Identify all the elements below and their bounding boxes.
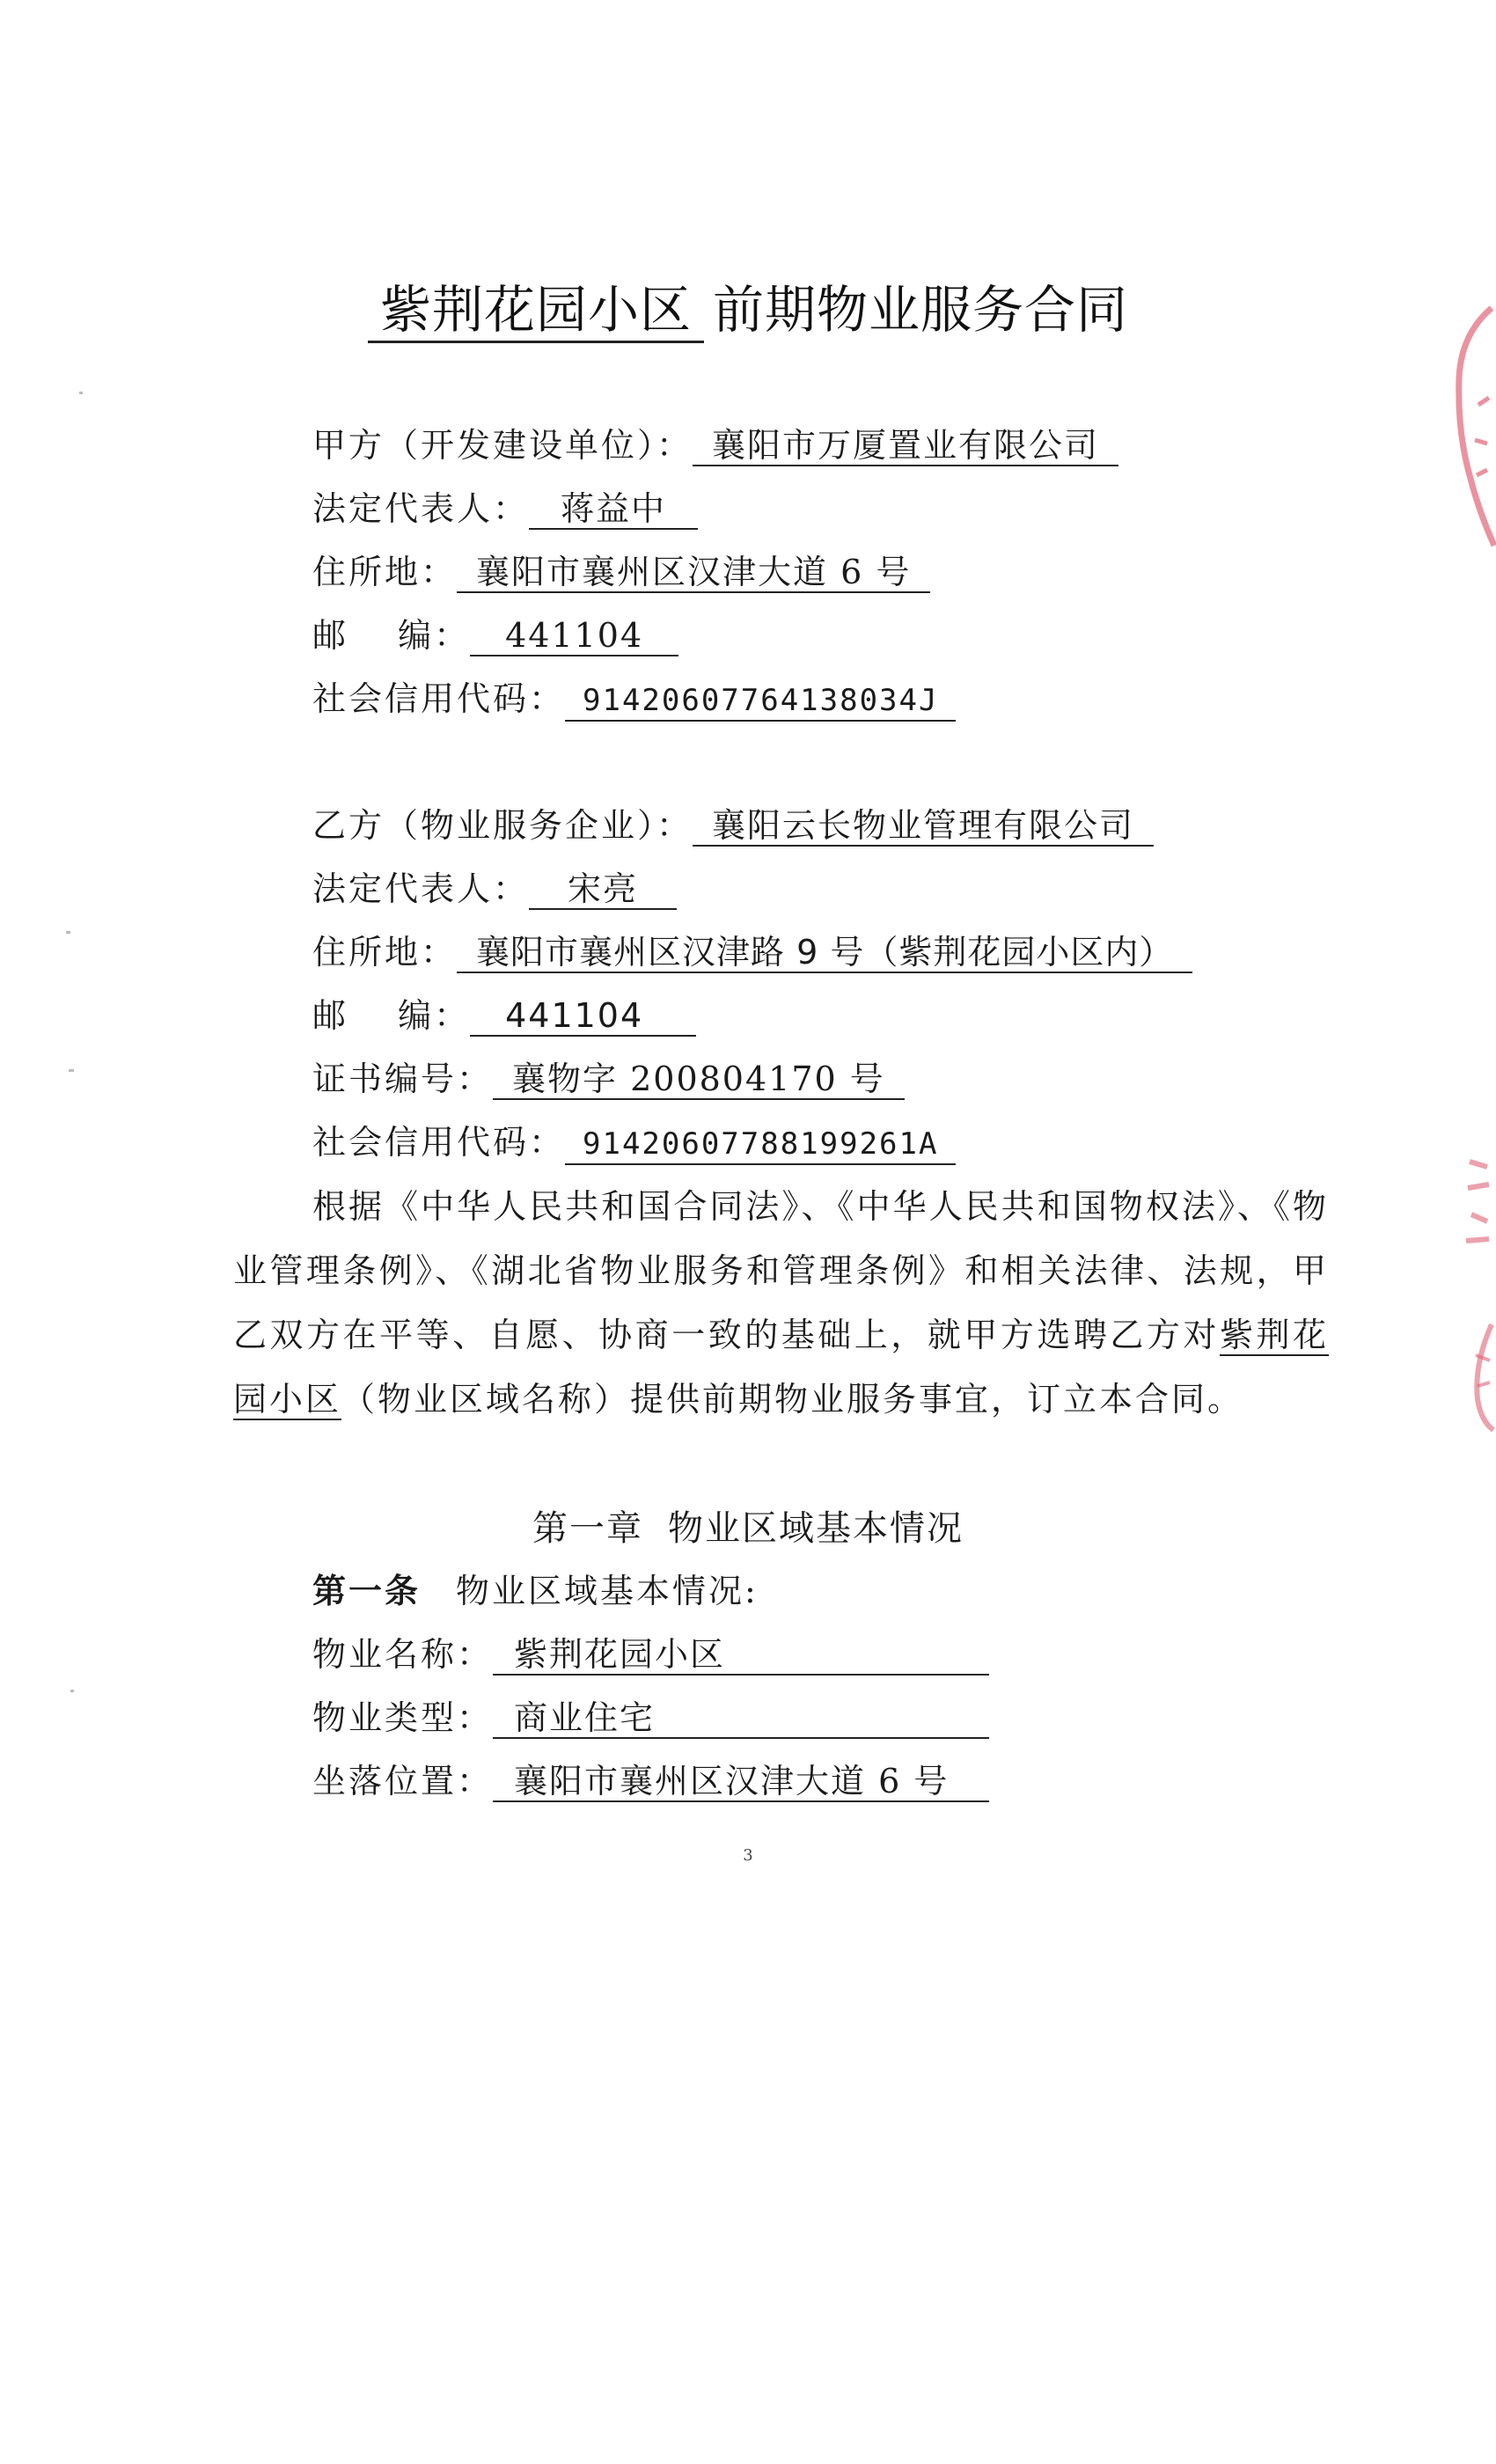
page-number: 3	[743, 1846, 753, 1865]
party-b-addr: 襄阳市襄州区汉津路 9 号（紫荆花园小区内）	[457, 933, 1192, 973]
party-a-credit: 91420607764138034J	[565, 681, 956, 722]
article-1-number: 第一条	[312, 1572, 422, 1610]
intro-paragraph	[233, 1175, 1329, 1432]
property-type-row	[312, 1693, 989, 1742]
party-b-cert: 襄物字 200804170 号	[493, 1060, 905, 1100]
chapter-title: 物业区域基本情况	[668, 1508, 964, 1549]
party-a-zip: 441104	[470, 616, 678, 656]
party-a-label: 甲方（开发建设单位）：	[312, 426, 693, 465]
party-a-addr-row	[312, 547, 930, 597]
property-location-row	[312, 1756, 989, 1806]
party-b-rep-row	[312, 864, 677, 913]
party-a-name: 襄阳市万厦置业有限公司	[693, 426, 1118, 466]
party-b-zip: 441104	[470, 996, 696, 1037]
party-a-addr: 襄阳市襄州区汉津大道 6 号	[457, 553, 930, 593]
party-b-name: 襄阳云长物业管理有限公司	[693, 806, 1154, 847]
intro-text-2: （物业区域名称）提供前期物业服务事宜，订立本合同。	[341, 1380, 1244, 1419]
chapter-heading	[0, 1500, 1496, 1551]
seal-fragment-middle	[1461, 1153, 1496, 1258]
scan-speck	[66, 931, 70, 934]
property-name: 紫荆花园小区	[493, 1635, 989, 1676]
property-name-row	[312, 1630, 989, 1679]
party-a-zip-row	[312, 611, 678, 660]
party-b-zip-row	[312, 991, 696, 1040]
party-a-rep: 蒋益中	[529, 489, 698, 530]
document-title	[0, 268, 1496, 343]
party-a-credit-label: 社会信用代码：	[312, 679, 566, 718]
article-1	[312, 1566, 759, 1616]
title-contract-name: 前期物业服务合同	[713, 280, 1129, 340]
article-1-text: 物业区域基本情况:	[456, 1572, 759, 1610]
party-b-rep: 宋亮	[529, 869, 677, 910]
party-b-label: 乙方（物业服务企业）：	[312, 806, 693, 845]
party-b-credit: 91420607788199261A	[565, 1125, 956, 1165]
party-a-credit-row	[312, 674, 956, 723]
party-b-credit-row	[312, 1118, 956, 1167]
party-b-rep-label: 法定代表人：	[312, 869, 530, 908]
property-location: 襄阳市襄州区汉津大道 6 号	[493, 1762, 989, 1802]
party-b-addr-label: 住所地：	[312, 933, 458, 972]
seal-fragment-top	[1443, 299, 1496, 554]
intro-text-1: 根据《中华人民共和国合同法》、《中华人民共和国物权法》、《物业管理条例》、《湖北省物业服务和管理条例》和相关法律、法规，甲乙双方在平等、自愿、协商一致的基础上，就甲方选聘乙方对	[233, 1187, 1329, 1354]
property-type: 商业住宅	[493, 1698, 989, 1739]
seal-fragment-bottom	[1465, 1320, 1496, 1434]
party-b-addr-row	[312, 928, 1192, 977]
party-b-cert-label: 证书编号：	[312, 1060, 494, 1098]
party-a-rep-row	[312, 484, 698, 533]
title-property-name: 紫荆花园小区	[368, 282, 704, 343]
party-a-addr-label: 住所地：	[312, 553, 458, 591]
scan-speck	[69, 1069, 74, 1072]
intro-area-name: 紫荆花园小区	[233, 1316, 1329, 1419]
party-a-zip-label: 邮 编：	[312, 616, 471, 655]
party-b-row	[312, 801, 1154, 850]
party-a-row	[312, 421, 1118, 470]
property-location-label: 坐落位置：	[312, 1762, 494, 1800]
scan-speck	[79, 392, 83, 394]
party-b-zip-label: 邮 编：	[312, 996, 471, 1035]
party-b-credit-label: 社会信用代码：	[312, 1123, 566, 1162]
property-type-label: 物业类型：	[312, 1698, 494, 1737]
scan-speck	[70, 1690, 74, 1692]
party-a-rep-label: 法定代表人：	[312, 489, 530, 528]
property-name-label: 物业名称：	[312, 1635, 494, 1674]
party-b-cert-row	[312, 1054, 905, 1104]
chapter-number: 第一章	[532, 1508, 643, 1549]
